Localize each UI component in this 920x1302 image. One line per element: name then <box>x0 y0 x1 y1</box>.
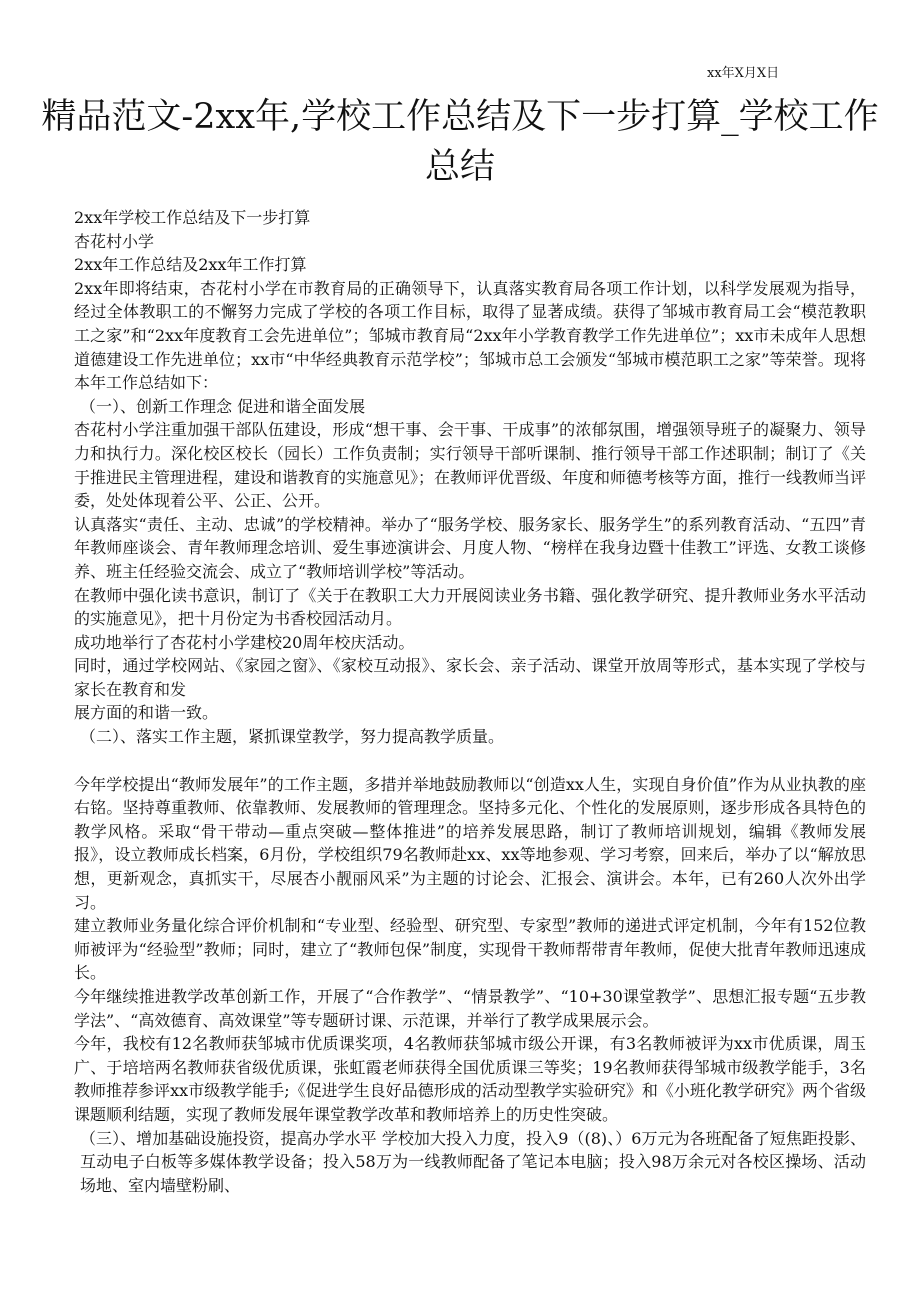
paragraph: 在教师中强化读书意识，制订了《关于在教职工大力开展阅读业务书籍、强化教学研究、提升教师业务水平活动的实施意见》，把十月份定为书香校园活动月。 <box>74 585 866 629</box>
paragraph: 成功地举行了杏花村小学建校20周年校庆活动。 <box>74 632 415 652</box>
document-date: xx年X月X日 <box>707 66 780 81</box>
subtitle-line: 2xx年学校工作总结及下一步打算 <box>74 208 311 227</box>
section-heading: （三）、增加基础设施投资，提高办学水平 学校加大投入力度，投入9（(8)、）6万元为各班配备了短焦距投影、互动电子白板等多媒体教学设备；投入58万为一线教师配备了笔记本电脑；投入98万余元对各校区操场、活动场地、室内墙壁粉刷、 <box>80 1128 866 1195</box>
paragraph: 今年继续推进教学改革创新工作，开展了“合作教学”、“情景教学”、“10+30课堂教学”、思想汇报专题“五步教学法”、“高效德育、高效课堂”等专题研讨课、示范课，并举行了教学成果展示会。 <box>74 987 866 1030</box>
paragraph: 杏花村小学注重加强干部队伍建设，形成“想干事、会干事、干成事”的浓郁氛围，增强领导班子的凝聚力、领导力和执行力。深化校区校长（园长）工作负责制；实行领导干部听课制、推行领导干部工作述职制；制订了《关于推进民主管理进程，建设和谐教育的实施意见》；在教师评优晋级、年度和师德考核等方面，推行一线教师当评委，处处体现着公平、公正、公开。 <box>74 420 867 511</box>
section-heading: （一）、创新工作理念 促进和谐全面发展 <box>80 396 366 416</box>
school-name: 杏花村小学 <box>74 231 155 251</box>
document-body <box>74 206 866 1197</box>
spacer <box>74 749 866 773</box>
paragraph: 建立教师业务量化综合评价机制和“专业型、经验型、研究型、专家型”教师的递进式评定机制，今年有152位教师被评为“经验型”教师；同时，建立了“教师包保”制度，实现骨干教师帮带青年教师，促使大批青年教师迅速成长。 <box>74 916 866 983</box>
subtitle-line: 2xx年工作总结及2xx年工作打算 <box>74 255 307 275</box>
paragraph: 今年学校提出“教师发展年”的工作主题，多措并举地鼓励教师以“创造xx人生，实现自身价值”作为从业执教的座右铭。坚持尊重教师、依靠教师、发展教师的管理理念。坚持多元化、个性化的发展原则，逐步形成各具特色的教学风格。采取“骨干带动—重点突破—整体推进”的培养发展思路，制订了教师培训规划，编辑《教师发展报》，设立教师成长档案，6月份，学校组织79名教师赴xx、xx等地参观、学习考察，回来后，举办了以“解放思想，更新观念，真抓实干，尽展杏小靓丽风采”为主题的讨论会、汇报会、演讲会。本年，已有260人次外出学习。 <box>74 774 866 912</box>
paragraph: 今年，我校有12名教师获邹城市优质课奖项，4名教师获邹城市级公开课，有3名教师被评为xx市优质课，周玉广、于培培两名教师获省级优质课，张虹霞老师获得全国优质课三等奖；19名教师获得邹城市级教学能手，3名教师推荐参评xx市级教学能手;《促进学生良好品德形成的活动型教学实验研究》和《小班化教学研究》两个省级课题顺利结题，实现了教师发展年课堂教学改革和教师培养上的历史性突破。 <box>74 1034 866 1124</box>
paragraph: 同时，通过学校网站、《家园之窗》、《家校互动报》、家长会、亲子活动、课堂开放周等形式，基本实现了学校与家长在教育和发 <box>74 656 866 699</box>
section-heading: （二）、落实工作主题，紧抓课堂教学，努力提高教学质量。 <box>80 727 505 747</box>
paragraph: 展方面的和谐一致。 <box>74 703 219 723</box>
paragraph: 认真落实“责任、主动、忠诚”的学校精神。举办了“服务学校、服务家长、服务学生”的系列教育活动、“五四”青年教师座谈会、青年教师理念培训、爱生事迹演讲会、月度人物、“榜样在我身边暨十佳教工”评选、女教工谈修养、班主任经验交流会、成立了“教师培训学校”等活动。 <box>74 514 866 581</box>
paragraph: 2xx年即将结束，杏花村小学在市教育局的正确领导下，认真落实教育局各项工作计划，以科学发展观为指导，经过全体教职工的不懈努力完成了学校的各项工作目标，取得了显著成绩。获得了邹城市教育局工会“模范教职工之家”和“2xx年度教育工会先进单位”；邹城市教育局“2xx年小学教育教学工作先进单位”；xx市未成年人思想道德建设工作先进单位；xx市“中华经典教育示范学校”；邹城市总工会颁发“邹城市模范职工之家”等荣誉。现将本年工作总结如下： <box>74 278 866 393</box>
document-title: 精品范文-2xx年,学校工作总结及下一步打算_学校工作总结 <box>41 97 879 187</box>
